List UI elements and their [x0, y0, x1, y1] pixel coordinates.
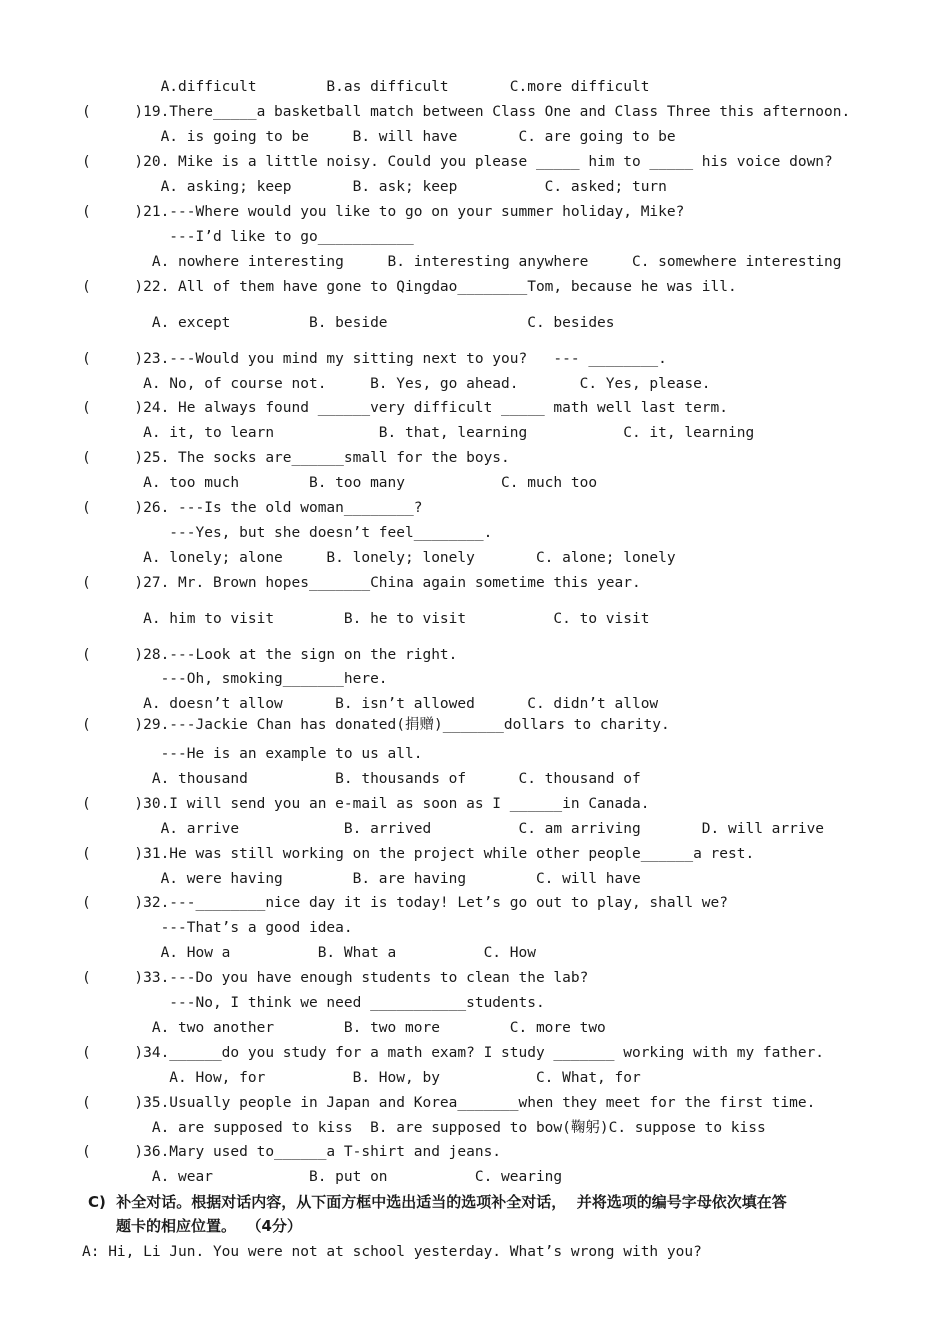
question-31: ( )31.He was still working on the project while other people______a rest. — [82, 846, 755, 862]
question-29-reply: ---He is an example to us all. — [82, 746, 423, 762]
options-30: A. arrive B. arrived C. am arriving D. will arrive — [82, 821, 825, 837]
options-22: A. except B. beside C. besides — [82, 315, 615, 331]
question-28-reply: ---Oh, smoking_______here. — [82, 671, 388, 687]
options-29: A. thousand B. thousands of C. thousand of — [82, 771, 641, 787]
options-25: A. too much B. too many C. much too — [82, 475, 598, 491]
options-28: A. doesn’t allow B. isn’t allowed C. didn’t allow — [82, 696, 659, 712]
question-33: ( )33.---Do you have enough students to clean the lab? — [82, 970, 589, 986]
options-20: A. asking; keep B. ask; keep C. asked; turn — [82, 179, 667, 195]
question-36: ( )36.Mary used to______a T-shirt and jeans. — [82, 1144, 502, 1160]
options-21: A. nowhere interesting B. interesting anywhere C. somewhere interesting — [82, 254, 842, 270]
question-35: ( )35.Usually people in Japan and Korea_______when they meet for the first time. — [82, 1095, 816, 1111]
options-19: A. is going to be B. will have C. are going to be — [82, 129, 676, 145]
options-33: A. two another B. two more C. more two — [82, 1020, 606, 1036]
question-33-reply: ---No, I think we need ___________students. — [82, 995, 545, 1011]
section-c-heading-cont: 题卡的相应位置。 （4分） — [116, 1217, 302, 1235]
section-c-heading: C) 补全对话。根据对话内容，从下面方框中选出适当的选项补全对话， 并将选项的编号字母依次填在答 — [88, 1193, 787, 1211]
question-21: ( )21.---Where would you like to go on your summer holiday, Mike? — [82, 204, 685, 220]
question-20: ( )20. Mike is a little noisy. Could you please _____ him to _____ his voice down? — [82, 154, 833, 170]
question-26: ( )26. ---Is the old woman________? — [82, 500, 423, 516]
options-31: A. were having B. are having C. will have — [82, 871, 641, 887]
question-26-reply: ---Yes, but she doesn’t feel________. — [82, 525, 493, 541]
question-23: ( )23.---Would you mind my sitting next to you? --- ________. — [82, 351, 667, 367]
question-29: ( )29.---Jackie Chan has donated(捐赠)_______dollars to charity. — [82, 717, 670, 733]
options-35: A. are supposed to kiss B. are supposed to bow(鞠躬)C. suppose to kiss — [82, 1120, 766, 1136]
question-30: ( )30.I will send you an e-mail as soon as I ______in Canada. — [82, 796, 650, 812]
options-23: A. No, of course not. B. Yes, go ahead. C. Yes, please. — [82, 376, 711, 392]
question-32-reply: ---That’s a good idea. — [82, 920, 353, 936]
options-26: A. lonely; alone B. lonely; lonely C. alone; lonely — [82, 550, 676, 566]
question-28: ( )28.---Look at the sign on the right. — [82, 647, 458, 663]
question-24: ( )24. He always found ______very difficult _____ math well last term. — [82, 400, 729, 416]
options-18: A.difficult B.as difficult C.more difficult — [82, 79, 650, 95]
question-21-reply: ---I’d like to go___________ — [82, 229, 414, 245]
options-32: A. How a B. What a C. How — [82, 945, 536, 961]
options-36: A. wear B. put on C. wearing — [82, 1169, 563, 1185]
dialogue-line: A: Hi, Li Jun. You were not at school yesterday. What’s wrong with you? — [82, 1244, 702, 1260]
question-19: ( )19.There_____a basketball match between Class One and Class Three this afternoon. — [82, 104, 851, 120]
options-24: A. it, to learn B. that, learning C. it, learning — [82, 425, 755, 441]
options-34: A. How, for B. How, by C. What, for — [82, 1070, 641, 1086]
options-27: A. him to visit B. he to visit C. to visit — [82, 611, 650, 627]
question-22: ( )22. All of them have gone to Qingdao________Tom, because he was ill. — [82, 279, 737, 295]
question-25: ( )25. The socks are______small for the boys. — [82, 450, 510, 466]
question-27: ( )27. Mr. Brown hopes_______China again sometime this year. — [82, 575, 641, 591]
question-34: ( )34.______do you study for a math exam? I study _______ working with my father. — [82, 1045, 825, 1061]
question-32: ( )32.---________nice day it is today! Let’s go out to play, shall we? — [82, 895, 729, 911]
